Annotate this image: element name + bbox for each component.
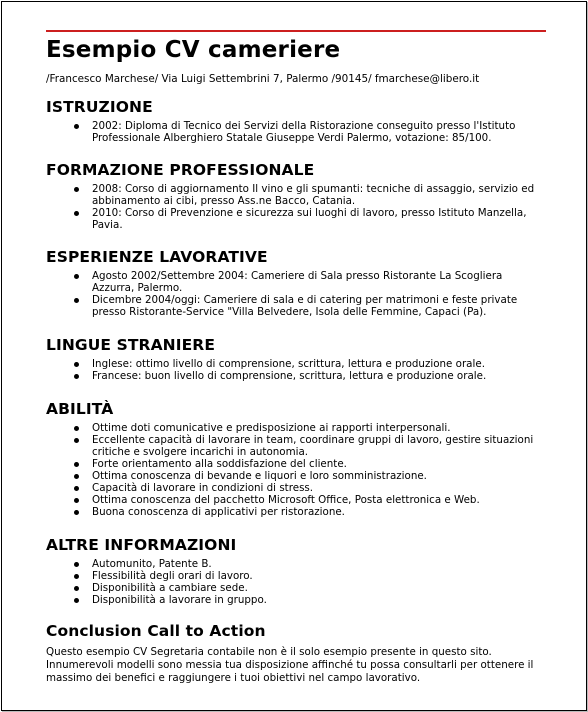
section-altre-informazioni — [46, 536, 546, 606]
section-heading: FORMAZIONE PROFESSIONALE — [46, 161, 315, 179]
list-item: Automunito, Patente B. — [74, 558, 546, 570]
list-item: Inglese: ottimo livello di comprensione, scrittura, lettura e produzione orale. — [74, 358, 546, 370]
section-heading: LINGUE STRANIERE — [46, 336, 216, 354]
list-item: Agosto 2002/Settembre 2004: Cameriere di Sala presso Ristorante La Scogliera Azzurra, Palermo. — [74, 270, 546, 294]
section-heading: ISTRUZIONE — [46, 98, 153, 116]
list-item: 2010: Corso di Prevenzione e sicurezza sui luoghi di lavoro, presso Istituto Manzella, Pavia. — [74, 207, 546, 231]
section-heading: ALTRE INFORMAZIONI — [46, 536, 237, 554]
conclusion-body: Questo esempio CV Segretaria contabile non è il solo esempio presente in questo sito. Innumerevoli modelli sono messia tua disposizione affinché tu possa consultarli per ottenere il massimo dei benefici e raggiungere i tuoi obiettivi nel campo lavorativo. — [46, 646, 534, 684]
list-item: Ottima conoscenza del pacchetto Microsoft Office, Posta elettronica e Web. — [74, 494, 546, 506]
item-list — [46, 558, 546, 606]
list-item: 2002: Diploma di Tecnico dei Servizi della Ristorazione conseguito presso l'Istituto Professionale Alberghiero Statale Giuseppe Verdi Palermo, votazione: 85/100. — [74, 120, 546, 144]
item-list — [46, 422, 546, 518]
section-heading: ESPERIENZE LAVORATIVE — [46, 248, 268, 266]
list-item: Disponibilità a lavorare in gruppo. — [74, 594, 546, 606]
section-abilita — [46, 400, 546, 518]
list-item: Disponibilità a cambiare sede. — [74, 582, 546, 594]
cv-page — [1, 1, 587, 711]
list-item: Buona conoscenza di applicativi per ristorazione. — [74, 506, 546, 518]
item-list — [46, 183, 546, 231]
list-item: Dicembre 2004/oggi: Cameriere di sala e di catering per matrimoni e feste private presso Ristorante-Service "Villa Belvedere, Isola delle Femmine, Capaci (Pa). — [74, 294, 546, 318]
list-item: Ottima conoscenza di bevande e liquori e loro somministrazione. — [74, 470, 546, 482]
list-item: Ottime doti comunicative e predisposizione ai rapporti interpersonali. — [74, 422, 546, 434]
list-item: Capacità di lavorare in condizioni di stress. — [74, 482, 546, 494]
page-title: Esempio CV cameriere — [46, 37, 341, 63]
item-list — [46, 120, 546, 144]
list-item: Eccellente capacità di lavorare in team, coordinare gruppi di lavoro, gestire situazioni critiche e svolgere incarichi in autonomia. — [74, 434, 546, 458]
section-heading: Conclusion Call to Action — [46, 622, 266, 640]
list-item: Flessibilità degli orari di lavoro. — [74, 570, 546, 582]
list-item: Forte orientamento alla soddisfazione del cliente. — [74, 458, 546, 470]
section-heading: ABILITÀ — [46, 400, 114, 418]
list-item: Francese: buon livello di comprensione, scrittura, lettura e produzione orale. — [74, 370, 546, 382]
section-conclusion — [46, 622, 546, 685]
section-lingue — [46, 336, 546, 382]
section-istruzione — [46, 98, 546, 144]
top-accent-rule — [46, 30, 546, 32]
item-list — [46, 270, 546, 318]
section-formazione — [46, 161, 546, 231]
contact-line: /Francesco Marchese/ Via Luigi Settembrini 7, Palermo /90145/ fmarchese@libero.it — [46, 73, 480, 85]
list-item: 2008: Corso di aggiornamento Il vino e gli spumanti: tecniche di assaggio, servizio ed abbinamento ai cibi, presso Ass.ne Bacco, Catania. — [74, 183, 546, 207]
item-list — [46, 358, 546, 382]
section-esperienze — [46, 248, 546, 318]
